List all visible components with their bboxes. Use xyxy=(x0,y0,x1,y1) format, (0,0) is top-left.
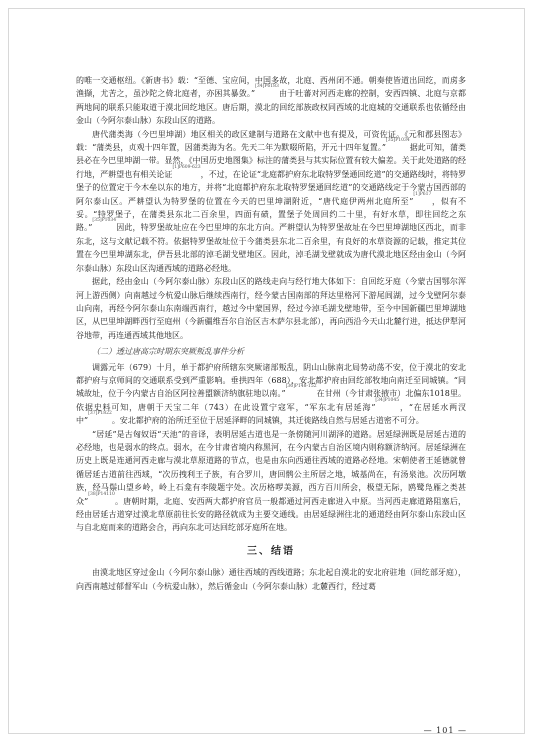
text-block-2 xyxy=(76,361,466,535)
citation-marker: [35]P1034 xyxy=(385,138,410,144)
text-run: 据此可知，蒲类县必在今巴里坤湖一带。显然，《中国历史地图集》标注的蒲类县与其实际位置有较大偏差。关于此处道路的经行地，严耕望也有相关论证 xyxy=(76,143,466,179)
text-block-1 xyxy=(76,74,466,342)
page-number: — 101 — xyxy=(423,726,467,735)
text-run: ，似有不妥。“特罗堡子，在蒲类县东北二百余里，四面有碛，置堡子处周回约二十里，有好水草，即往回纥之东路。” xyxy=(76,196,466,233)
text-run: “居延”是古匈奴语“天池”的音译，表明居延古道也是一条傍随河川湖泽的道路。居延绿洲既是居延古道的必经地，也是弱水的终点。弱水，在今甘肃省境内称黑河，在今内蒙古自治区境内则称额济纳河。居延绿洲在历史上既是连通河西走廊与漠北草原道路的节点，也是由东向西通往西域的道路必经地。宋朝使者王延德就曾循居延古道前往西域，“次历拽利王子族，有合罗川，唐回鹘公主所居之地，城基尚在，有汤泉池。次历阿墩族，经马鬃山望乡岭，岭上石龛有李陵题字处。次历格啰美源，西方百川所会，极望无际，鸥鹭凫雁之类甚众” xyxy=(76,429,466,506)
text-run: 调露元年（679）十月，单于都护府所辖东突厥诸部叛乱，阴山山脉南北局势动荡不安，位于漠北的安北都护府与京师间的交通联系受到严重影响。垂拱四年（688），安北都护府由回纥部牧地向南迁至同城镇。“同城故址，位于今内蒙古自治区阿拉善盟额济纳旗驻地以南。” xyxy=(76,362,466,399)
text-run: 由于吐蕃对河西走廊的控制，安西四镇、北庭与京都两地间的联系只能取道于漠北回纥地区。唐后期，漠北的回纥部族政权同西域的北庭城的交通联系也依循经由金山（今阿尔泰山脉）东段山区的道路。 xyxy=(76,89,467,126)
text-run: 因此，特罗堡故址应在今巴里坤的东北方向。严耕望认为特罗堡故址在今巴里坤湖地区西北，而非东北，这与文献记载不符。依据特罗堡故址位于今蒲类县东北二百余里，有良好的水草资源的记载，推定其位置在今巴里坤湖东北，伊吾县北部的淖毛湖戈壁地区。因此，淖毛湖戈壁就成为唐代漠北地区经由金山（今阿尔泰山脉）东段山区沟通西域的道路必经地。 xyxy=(76,223,467,273)
citation-marker: [34]P6183 xyxy=(255,84,279,90)
citation-marker: [1]P617 xyxy=(413,191,432,197)
citation-marker: [34]P1045 xyxy=(375,397,400,403)
text-run: 据此，经由金山（今阿尔泰山脉）东段山区的路线走向与经行地大体如下：自回纥牙庭（今蒙古国鄂尔浑河上游西侧）向南越过今杭爱山脉后继续西南行，经今蒙古国南部的拜达里格河下游尾闾湖，过今戈壁阿尔泰山向南，再经今阿尔泰山东南端西南行，越过今中蒙国界，经过今淖毛湖戈壁地带，至今中国新疆巴里坤湖地区，从巴里坤湖畔西行至庭州（今新疆维吾尔自治区吉木萨尔县北部），再向西沿今天山北麓行进，抵达伊犁河谷地带，再连通西域其他地区。 xyxy=(76,277,466,340)
citation-marker: [35]P1034 xyxy=(92,218,117,224)
paragraph-p3 xyxy=(76,275,466,342)
text-run: 唐代蒲类海（今巴里坤湖）地区相关的政区建制与道路在文献中也有提及，可资佐证。《元和郡县图志》载：“蒲类县，贞观十四年置，因蒲类海为名。先天二年为默啜所陷，开元十四年复置。” xyxy=(76,129,466,153)
paragraph-p4 xyxy=(76,361,466,428)
citation-marker: [1]P609-623 xyxy=(172,164,201,170)
text-run: ，“在居延水两汊中” xyxy=(76,402,466,426)
text-run: 。唐朝时期，北庭、安西两大都护府官员一般都通过河西走廊进入中原。当河西走廊道路阻塞后，经由居延古道穿过漠北草原前往长安的路径就成为主要交通线。由居延绿洲往北的通道经由阿尔泰山东段山区与自北庭而来的道路会合，再向东北可达回纥部牙庭所在地。 xyxy=(76,496,467,533)
text-run: 在甘州（今甘肃张掖市）北偏东1018里。依据史料可知，唐朝于天宝二年（743）在此设置宁寇军，“军东北有居延海” xyxy=(76,389,467,412)
text-run: 的唯一交通枢纽。《新唐书》载：“至德、宝应间，中国多故，北庭、西州闭不通。朝奏使皆道出回纥，而虏多渔撷，尤苦之，虽沙陀之倚北庭者，亦困其暴敛。” xyxy=(76,76,466,99)
text-block-3 xyxy=(76,566,466,593)
paragraph-p5 xyxy=(76,428,466,535)
citation-marker: [37]P1822 xyxy=(88,411,112,417)
citation-marker: [38]P14110 xyxy=(88,491,115,497)
article-body xyxy=(76,74,466,593)
text-run: 。安北都护府的治所迁至位于居延泽畔的同城镇，其迁徙路线自然与居延古道密不可分。 xyxy=(111,416,424,426)
subsection-heading: （二）透过唐高宗时期东突厥叛乱事件分析 xyxy=(92,347,244,357)
paragraph-p6 xyxy=(76,566,466,593)
text-run: 由漠北地区穿过金山（今阿尔泰山脉）通往西域的西线道路；东北起自漠北的安北府驻地（回纥部牙庭），向西南越过郁督军山（今杭爱山脉），然后循金山（今阿尔泰山脉）北麓西行，经过葛 xyxy=(76,568,466,591)
citation-marker: [36]P148-152 xyxy=(285,384,317,390)
paragraph-p2 xyxy=(76,128,466,275)
paragraph-p1 xyxy=(76,74,466,128)
section-heading: 三、结语 xyxy=(247,545,295,557)
text-run: ，不过，在论证“北庭都护府东北取特罗堡通回纥道”的交通路线时，将特罗堡子的位置定于今木垒以东的地方，并将“北庭都护府东北取特罗堡通回纥道”的交通路线定于今蒙古国西部的阿尔泰山区。严耕望认为特罗堡的位置在今天的巴里坤湖附近，“唐代庭伊两州北庭所至” xyxy=(76,169,466,206)
